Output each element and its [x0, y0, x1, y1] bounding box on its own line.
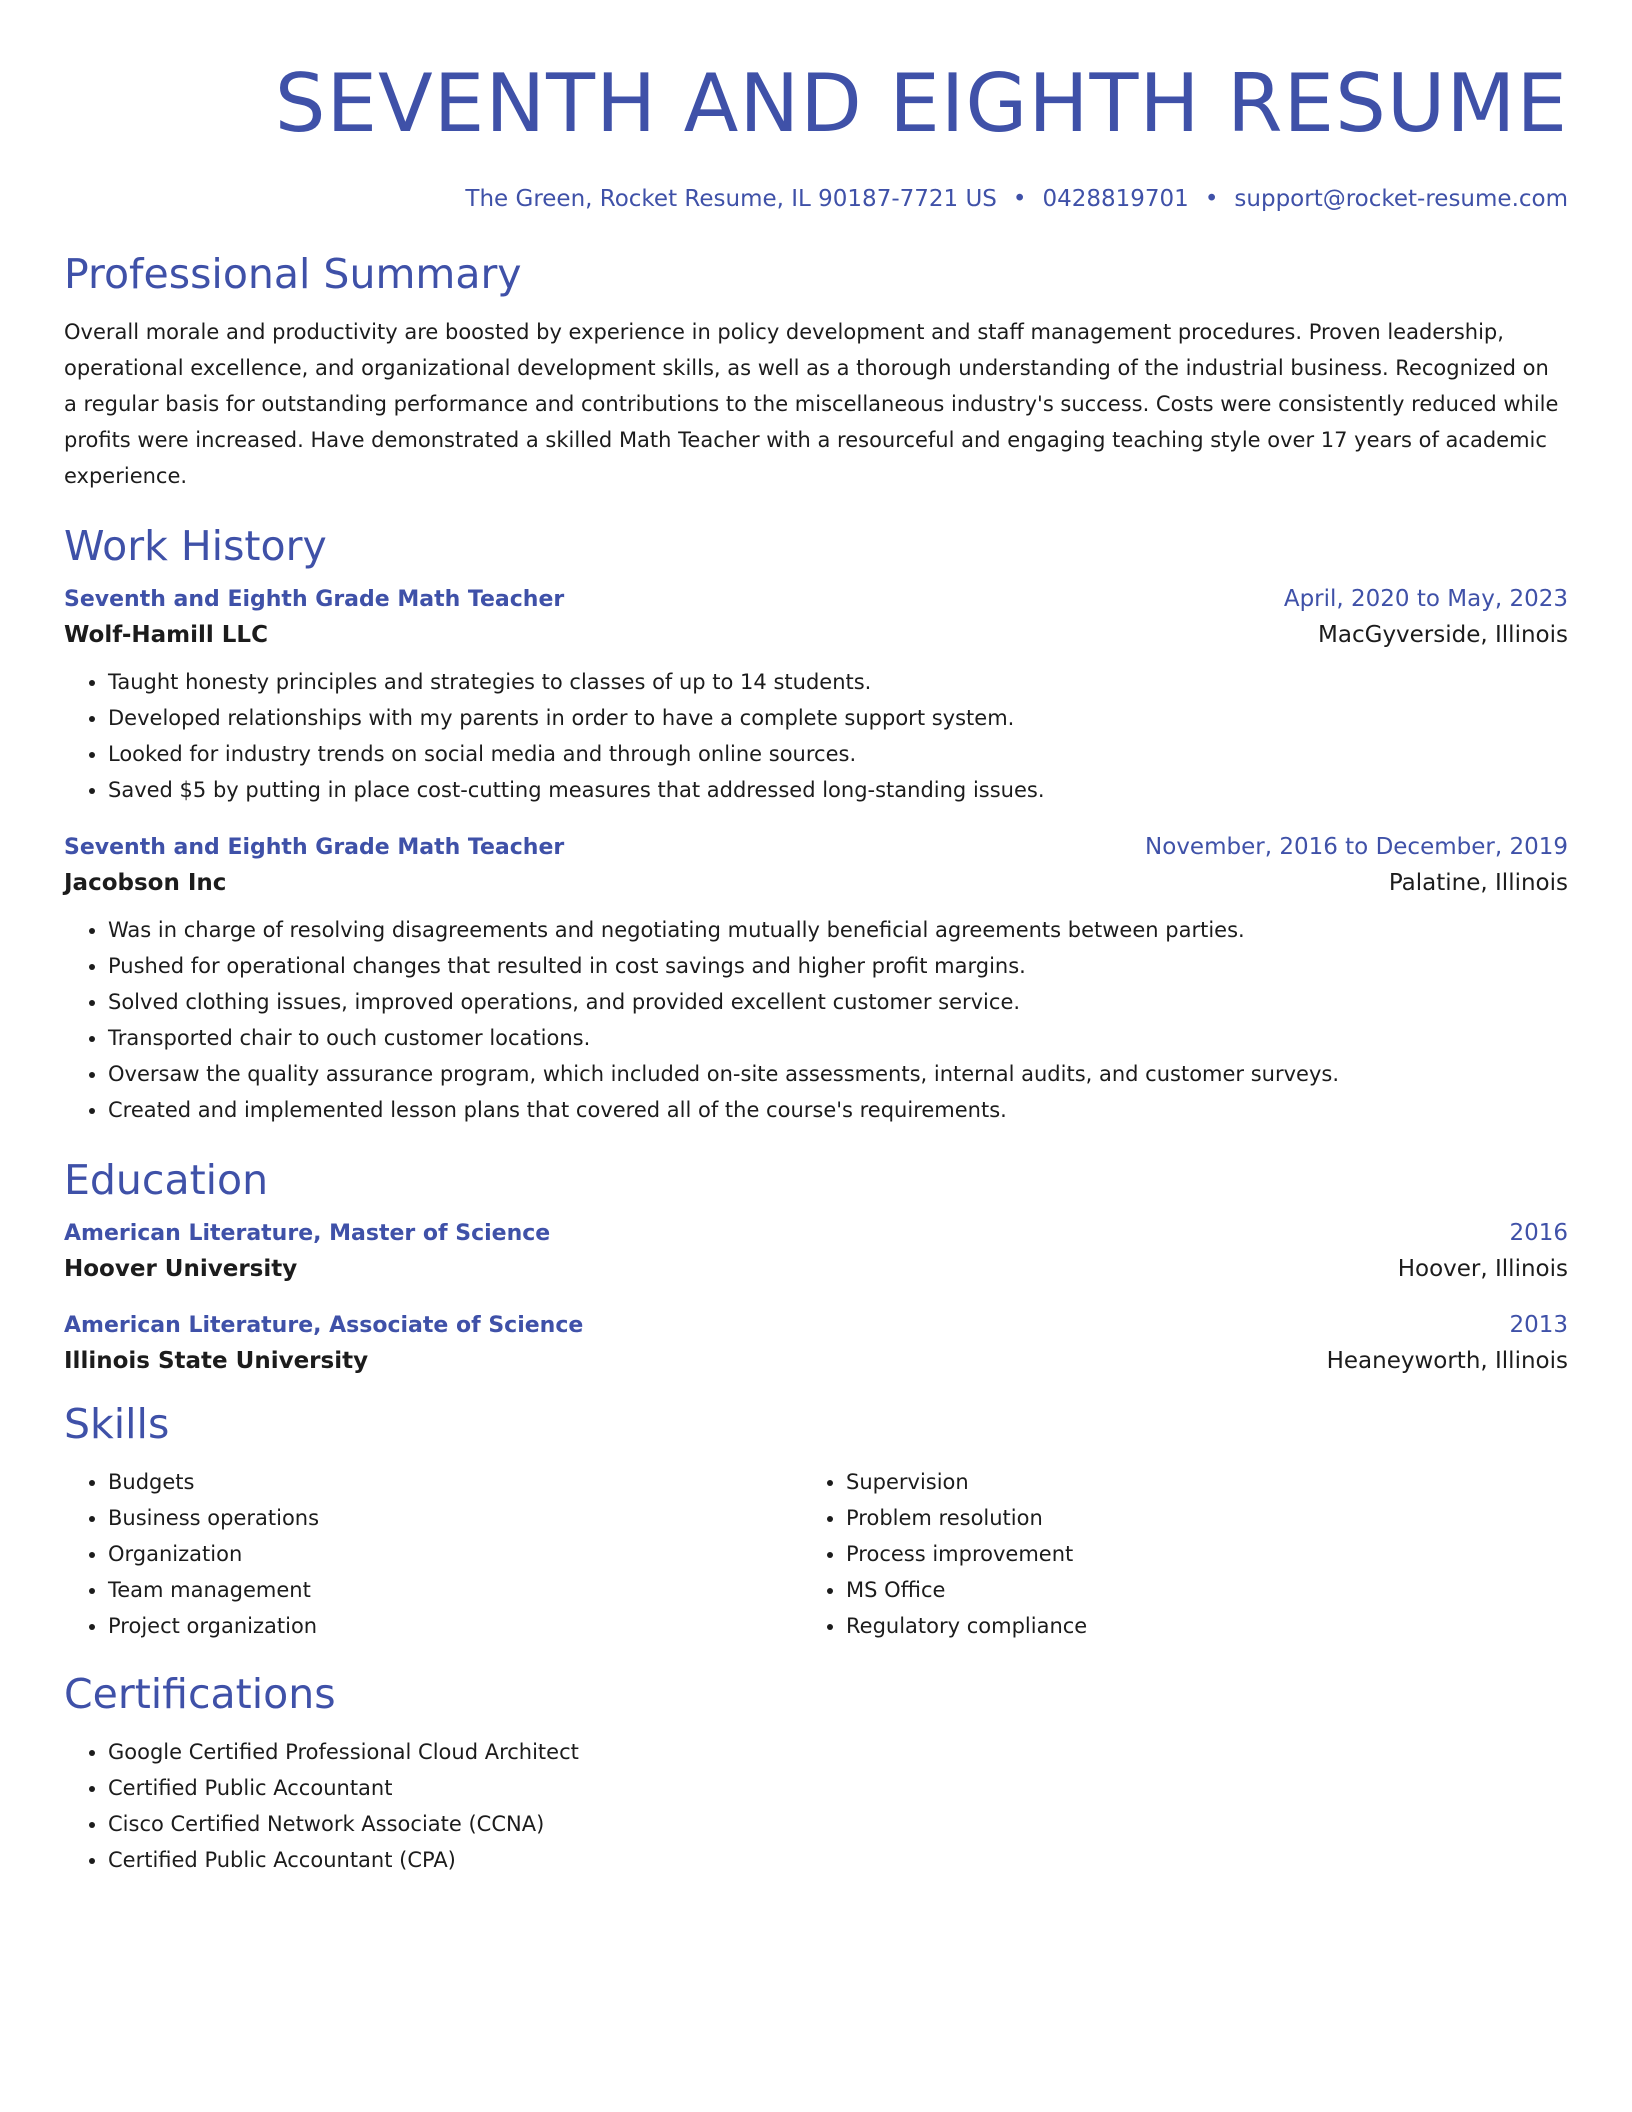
certification-item: • Certified Public Accountant (CPA): [108, 1842, 1568, 1878]
skill-item: • Problem resolution: [846, 1500, 1540, 1536]
job-company: Wolf-Hamill LLC: [64, 622, 268, 648]
education-heading: Education: [64, 1156, 269, 1204]
job-entry: [64, 586, 1568, 808]
skills-list: [64, 1464, 1568, 1644]
certification-item: • Certified Public Accountant: [108, 1770, 1568, 1806]
job-bullet: • Oversaw the quality assurance program, which included on-site assessments, internal audits, and customer surveys.: [108, 1056, 1568, 1092]
job-bullet: • Developed relationships with my parents in order to have a complete support system.: [108, 700, 1568, 736]
education-school: Hoover University: [64, 1256, 298, 1282]
job-bullet: • Solved clothing issues, improved operations, and provided excellent customer service.: [108, 984, 1568, 1020]
certifications-heading: Certifications: [64, 1670, 336, 1718]
job-company: Jacobson Inc: [64, 870, 227, 896]
skills-heading: Skills: [64, 1400, 170, 1448]
education-entry: [64, 1312, 1568, 1374]
skill-item: • Regulatory compliance: [846, 1608, 1540, 1644]
job-entry: [64, 834, 1568, 1128]
education-school-row: [64, 1256, 1568, 1282]
education-year: 2016: [1509, 1220, 1568, 1246]
education-degree: American Literature, Master of Science: [64, 1221, 551, 1246]
job-title: Seventh and Eighth Grade Math Teacher: [64, 835, 565, 860]
education-school-row: [64, 1348, 1568, 1374]
summary-heading: Professional Summary: [64, 250, 522, 298]
education-degree: American Literature, Associate of Science: [64, 1313, 584, 1338]
skill-item: • Budgets: [108, 1464, 802, 1500]
contact-separator: •: [1204, 186, 1219, 212]
education-location: Heaneyworth, Illinois: [1326, 1348, 1568, 1374]
job-location: Palatine, Illinois: [1388, 870, 1568, 896]
skill-item: • MS Office: [846, 1572, 1540, 1608]
contact-line: [64, 186, 1568, 212]
skill-item: • Business operations: [108, 1500, 802, 1536]
education-header-row: [64, 1312, 1568, 1338]
certification-item: • Google Certified Professional Cloud Architect: [108, 1734, 1568, 1770]
skill-item: • Project organization: [108, 1608, 802, 1644]
certification-item: • Cisco Certified Network Associate (CCNA): [108, 1806, 1568, 1842]
job-header-row: [64, 834, 1568, 860]
certifications-list: [64, 1734, 1568, 1878]
skill-item: • Organization: [108, 1536, 802, 1572]
job-company-row: [64, 870, 1568, 896]
job-bullets: [64, 664, 1568, 808]
education-school: Illinois State University: [64, 1348, 369, 1374]
job-title: Seventh and Eighth Grade Math Teacher: [64, 587, 565, 612]
skill-item: • Supervision: [846, 1464, 1540, 1500]
job-location: MacGyverside, Illinois: [1318, 622, 1568, 648]
skill-item: • Team management: [108, 1572, 802, 1608]
education-year: 2013: [1509, 1312, 1568, 1338]
job-dates: November, 2016 to December, 2019: [1145, 834, 1568, 860]
job-dates: April, 2020 to May, 2023: [1283, 586, 1568, 612]
contact-separator: •: [1012, 186, 1027, 212]
resume-name: SEVENTH AND EIGHTH RESUME: [274, 57, 1568, 150]
skills-column-right: [802, 1464, 1540, 1644]
job-company-row: [64, 622, 1568, 648]
job-bullet: • Looked for industry trends on social media and through online sources.: [108, 736, 1568, 772]
job-header-row: [64, 586, 1568, 612]
education-location: Hoover, Illinois: [1397, 1256, 1568, 1282]
contact-phone: 0428819701: [1042, 186, 1189, 212]
skill-item: • Process improvement: [846, 1536, 1540, 1572]
job-bullet: • Saved $5 by putting in place cost-cutting measures that addressed long-standing issues.: [108, 772, 1568, 808]
education-entry: [64, 1220, 1568, 1282]
job-bullet: • Transported chair to ouch customer locations.: [108, 1020, 1568, 1056]
job-bullet: • Created and implemented lesson plans that covered all of the course's requirements.: [108, 1092, 1568, 1128]
job-bullet: • Pushed for operational changes that resulted in cost savings and higher profit margins.: [108, 948, 1568, 984]
skills-column-left: [64, 1464, 802, 1644]
education-header-row: [64, 1220, 1568, 1246]
contact-address: The Green, Rocket Resume, IL 90187-7721 US: [465, 186, 997, 212]
job-bullet: • Taught honesty principles and strategies to classes of up to 14 students.: [108, 664, 1568, 700]
contact-email: support@rocket-resume.com: [1234, 186, 1568, 212]
summary-text: Overall morale and productivity are boosted by experience in policy development and staff management procedures. Proven leadership, operational excellence, and organizational development skills, as well as a thorough understanding of the industrial business. Recognized on a regular basis for outstanding performance and contributions to the miscellaneous industry's success. Costs were consistently reduced while profits were increased. Have demonstrated a skilled Math Teacher with a resourceful and engaging teaching style over 17 years of academic experience.: [64, 320, 1559, 488]
work-history-heading: Work History: [64, 522, 327, 570]
job-bullets: [64, 912, 1568, 1128]
job-bullet: • Was in charge of resolving disagreements and negotiating mutually beneficial agreements between parties.: [108, 912, 1568, 948]
